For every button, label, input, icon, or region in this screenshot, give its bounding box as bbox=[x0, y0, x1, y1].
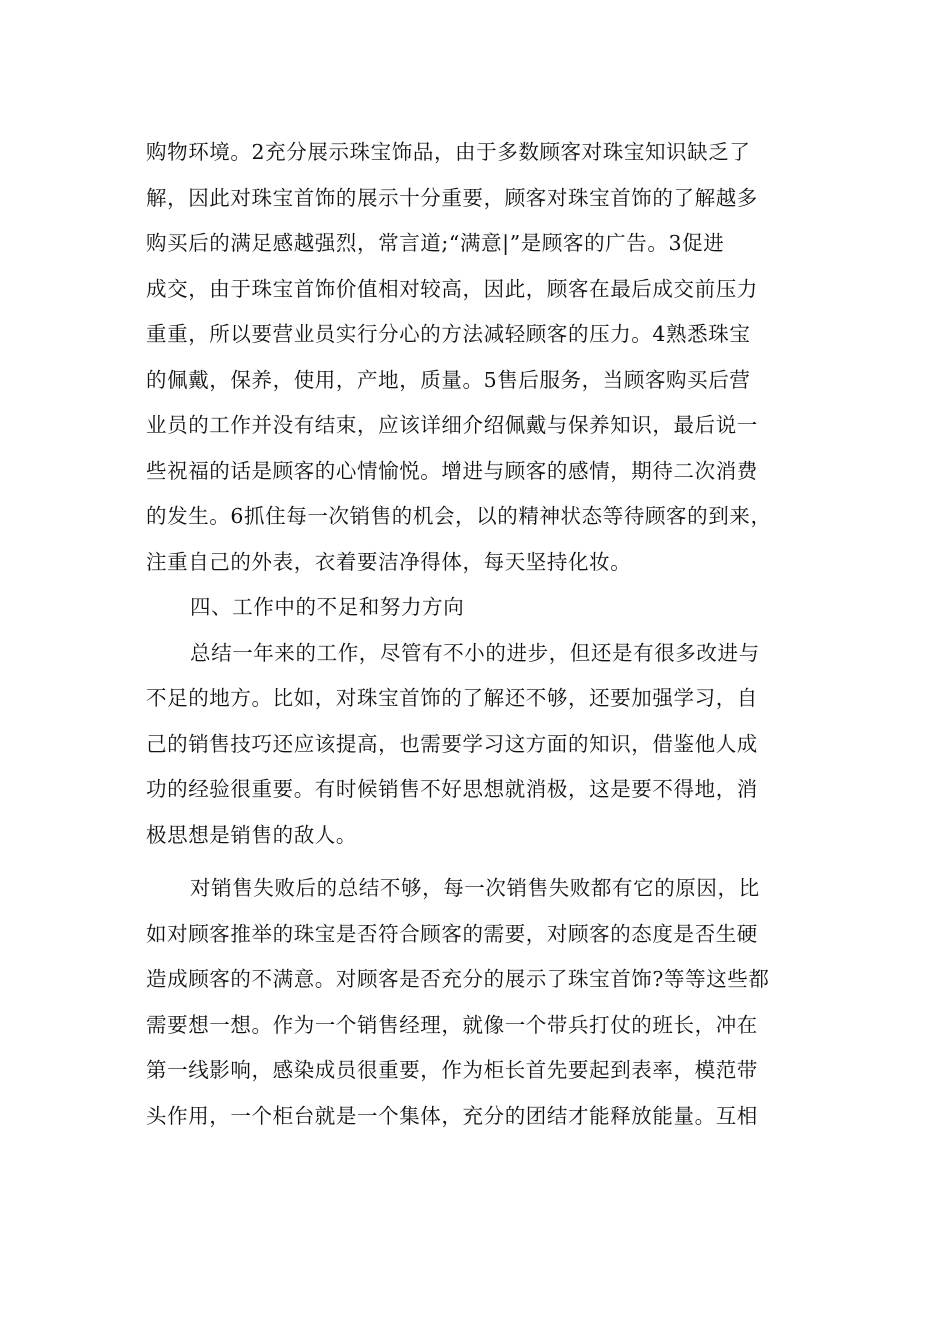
text-line: 些祝福的话是顾客的心情愉悦。增进与顾客的感情，期待二次消费 bbox=[146, 458, 758, 483]
text-line: 不足的地方。比如，对珠宝首饰的了解还不够，还要加强学习，自 bbox=[146, 686, 758, 710]
text-line: 的发生。6抓住每一次销售的机会，以的精神状态等待顾客的到来， bbox=[146, 504, 772, 528]
text-line: 第一线影响，感染成员很重要，作为柜长首先要起到表率，模范带 bbox=[146, 1058, 758, 1082]
text-line: 业员的工作并没有结束，应该详细介绍佩戴与保养知识，最后说一 bbox=[146, 413, 758, 437]
body-text bbox=[146, 130, 818, 1139]
text-line: 己的销售技巧还应该提高，也需要学习这方面的知识，借鉴他人成 bbox=[146, 731, 758, 756]
text-line: 极思想是销售的敌人。 bbox=[146, 822, 357, 847]
text-line: 解，因此对珠宝首饰的展示十分重要，顾客对珠宝首饰的了解越多 bbox=[146, 185, 758, 210]
text-line: 购买后的满足感越强烈，常言道;“满意|”是顾客的广告。3促进 bbox=[146, 231, 725, 255]
text-line: 重重，所以要营业员实行分心的方法减轻顾客的压力。4熟悉珠宝 bbox=[146, 322, 751, 346]
section-heading: 四、工作中的不足和努力方向 bbox=[190, 595, 465, 619]
text-line: 功的经验很重要。有时候销售不好思想就消极，这是要不得地，消 bbox=[146, 777, 758, 801]
text-line: 的佩戴，保养，使用，产地，质量。5售后服务，当顾客购买后营 bbox=[146, 367, 751, 392]
text-line: 总结一年来的工作，尽管有不小的进步，但还是有很多改进与 bbox=[190, 640, 760, 665]
text-line: 造成顾客的不满意。对顾客是否充分的展示了珠宝首饰?等等这些都 bbox=[146, 967, 770, 991]
text-line: 头作用，一个柜台就是一个集体，充分的团结才能释放能量。互相 bbox=[146, 1103, 758, 1128]
text-line: 购物环境。2充分展示珠宝饰品，由于多数顾客对珠宝知识缺乏了 bbox=[146, 140, 751, 164]
text-line: 成交，由于珠宝首饰价值相对较高，因此，顾客在最后成交前压力 bbox=[146, 276, 758, 301]
text-line: 对销售失败后的总结不够，每一次销售失败都有它的原因，比 bbox=[190, 876, 760, 900]
text-line: 注重自己的外表，衣着要洁净得体，每天坚持化妆。 bbox=[146, 549, 632, 574]
text-line: 如对顾客推举的珠宝是否符合顾客的需要，对顾客的态度是否生硬 bbox=[146, 921, 758, 946]
text-line: 需要想一想。作为一个销售经理，就像一个带兵打仗的班长，冲在 bbox=[146, 1012, 758, 1037]
